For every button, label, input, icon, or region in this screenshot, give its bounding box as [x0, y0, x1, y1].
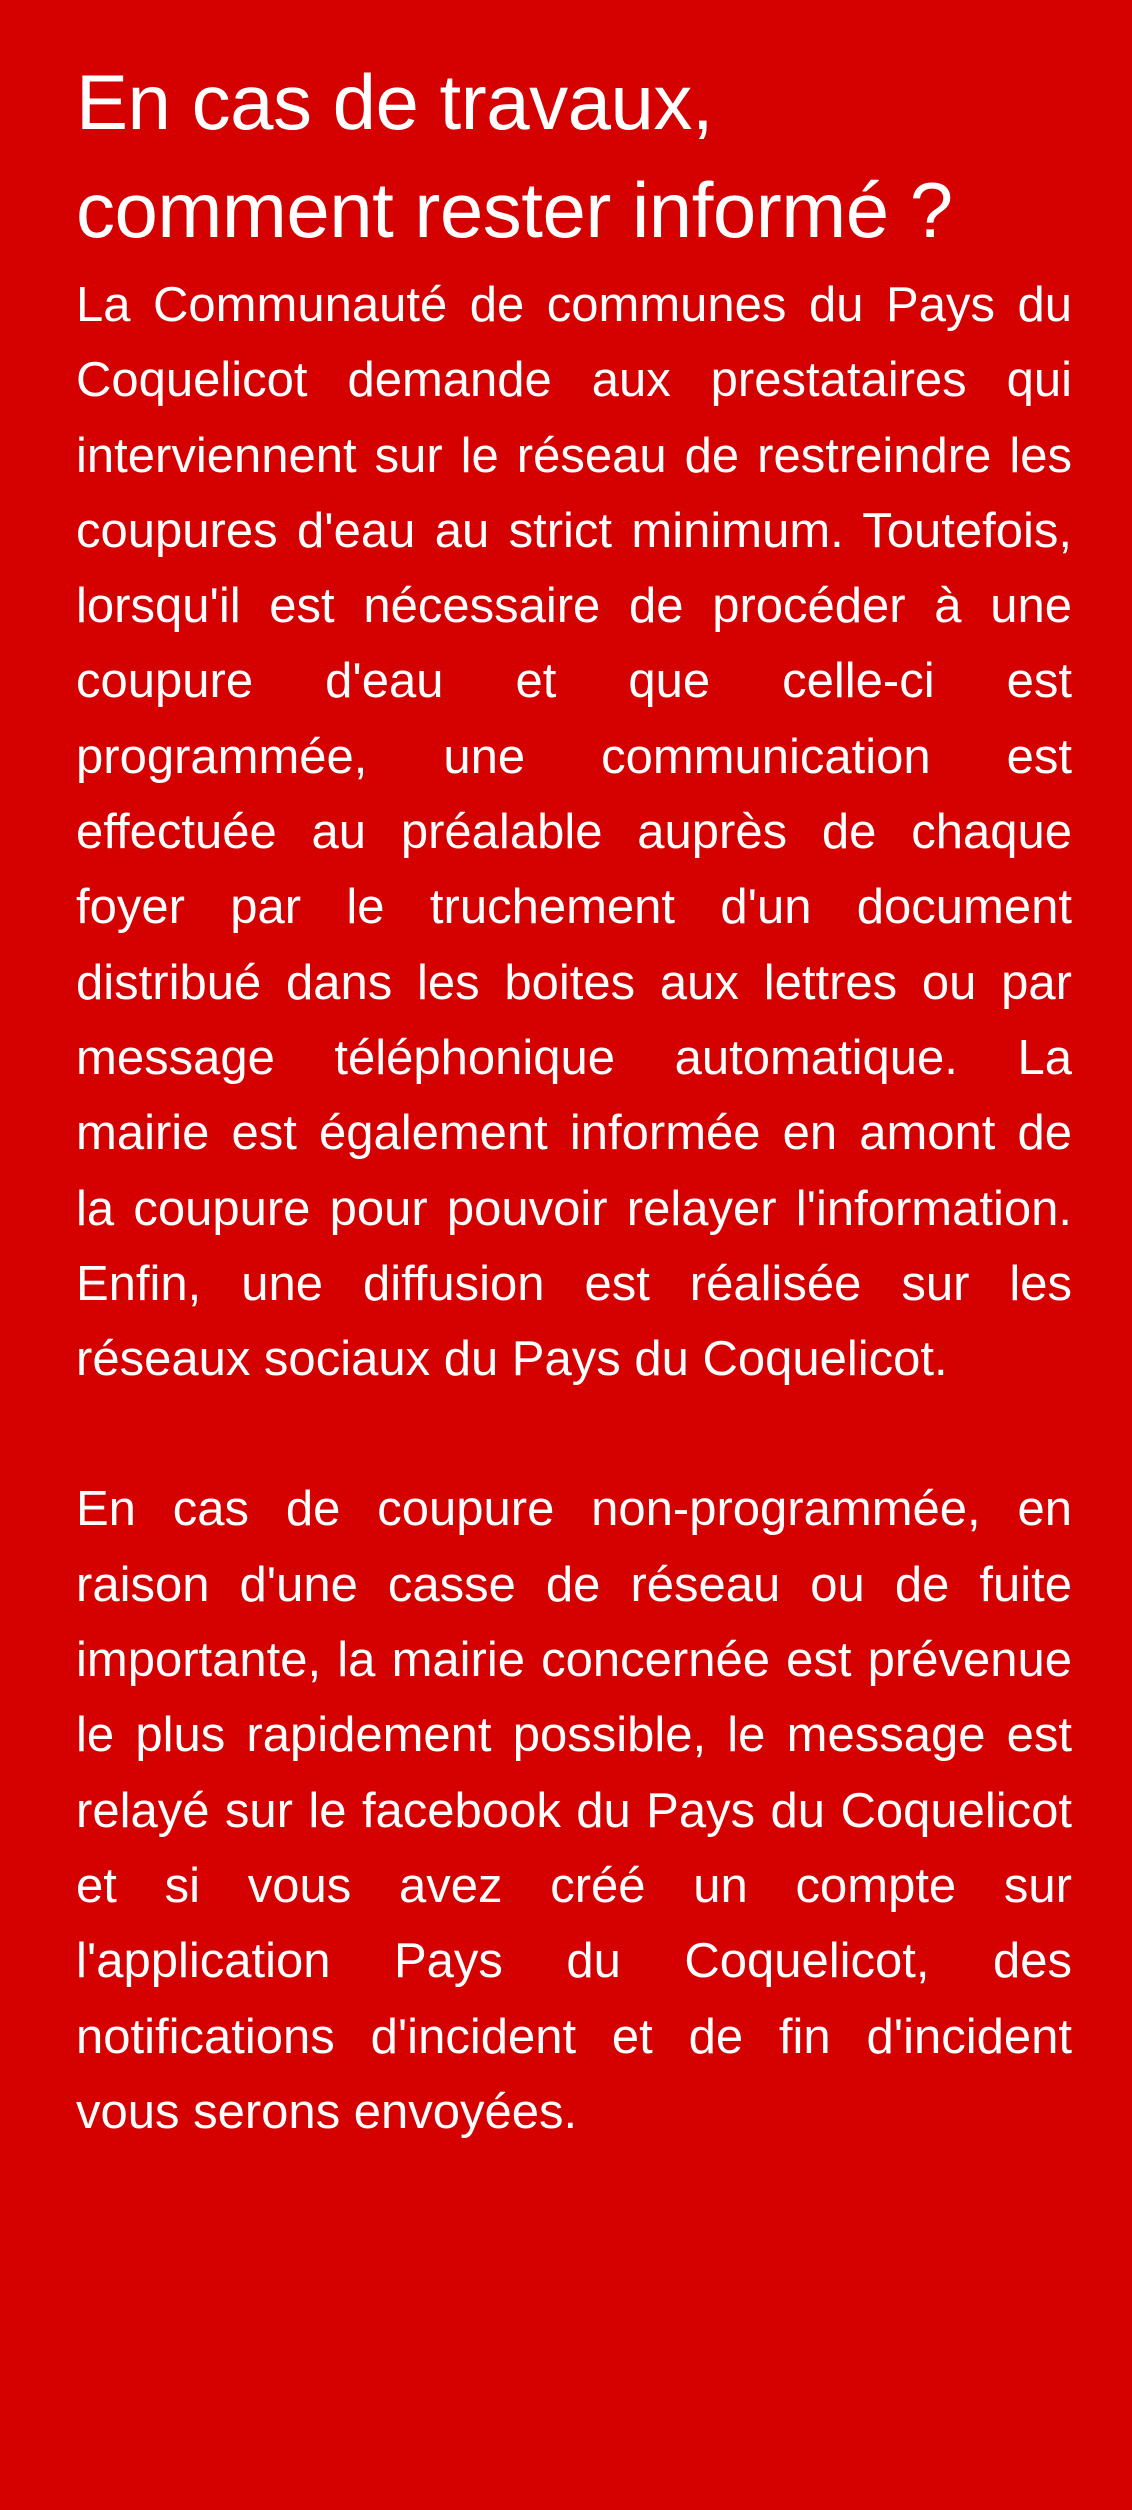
panel-title: En cas de travaux, comment rester informé ?: [76, 58, 953, 254]
paragraph-planned-outages: La Communauté de communes du Pays du Coquelicot demande aux prestataires qui interviennent sur le réseau de restreindre les coupures d'eau au strict minimum. Toutefois, lorsqu'il est nécessaire de procéder à une coupure d'eau et que celle-ci est programmée, une communication est effectuée au préalable auprès de chaque foyer par le truchement d'un document distribué dans les boites aux lettres ou par message téléphonique automatique. La mairie est également informée en amont de la coupure pour pouvoir relayer l'information. Enfin, une diffusion est réalisée sur les réseaux sociaux du Pays du Coquelicot.: [76, 278, 1072, 1387]
paragraph-unplanned-outages: En cas de coupure non-programmée, en raison d'une casse de réseau ou de fuite importante, la mairie concernée est prévenue le plus rapidement possible, le message est relayé sur le facebook du Pays du Coquelicot et si vous avez créé un compte sur l'application Pays du Coquelicot, des notifications d'incident et de fin d'incident vous serons envoyées.: [76, 1482, 1072, 2139]
